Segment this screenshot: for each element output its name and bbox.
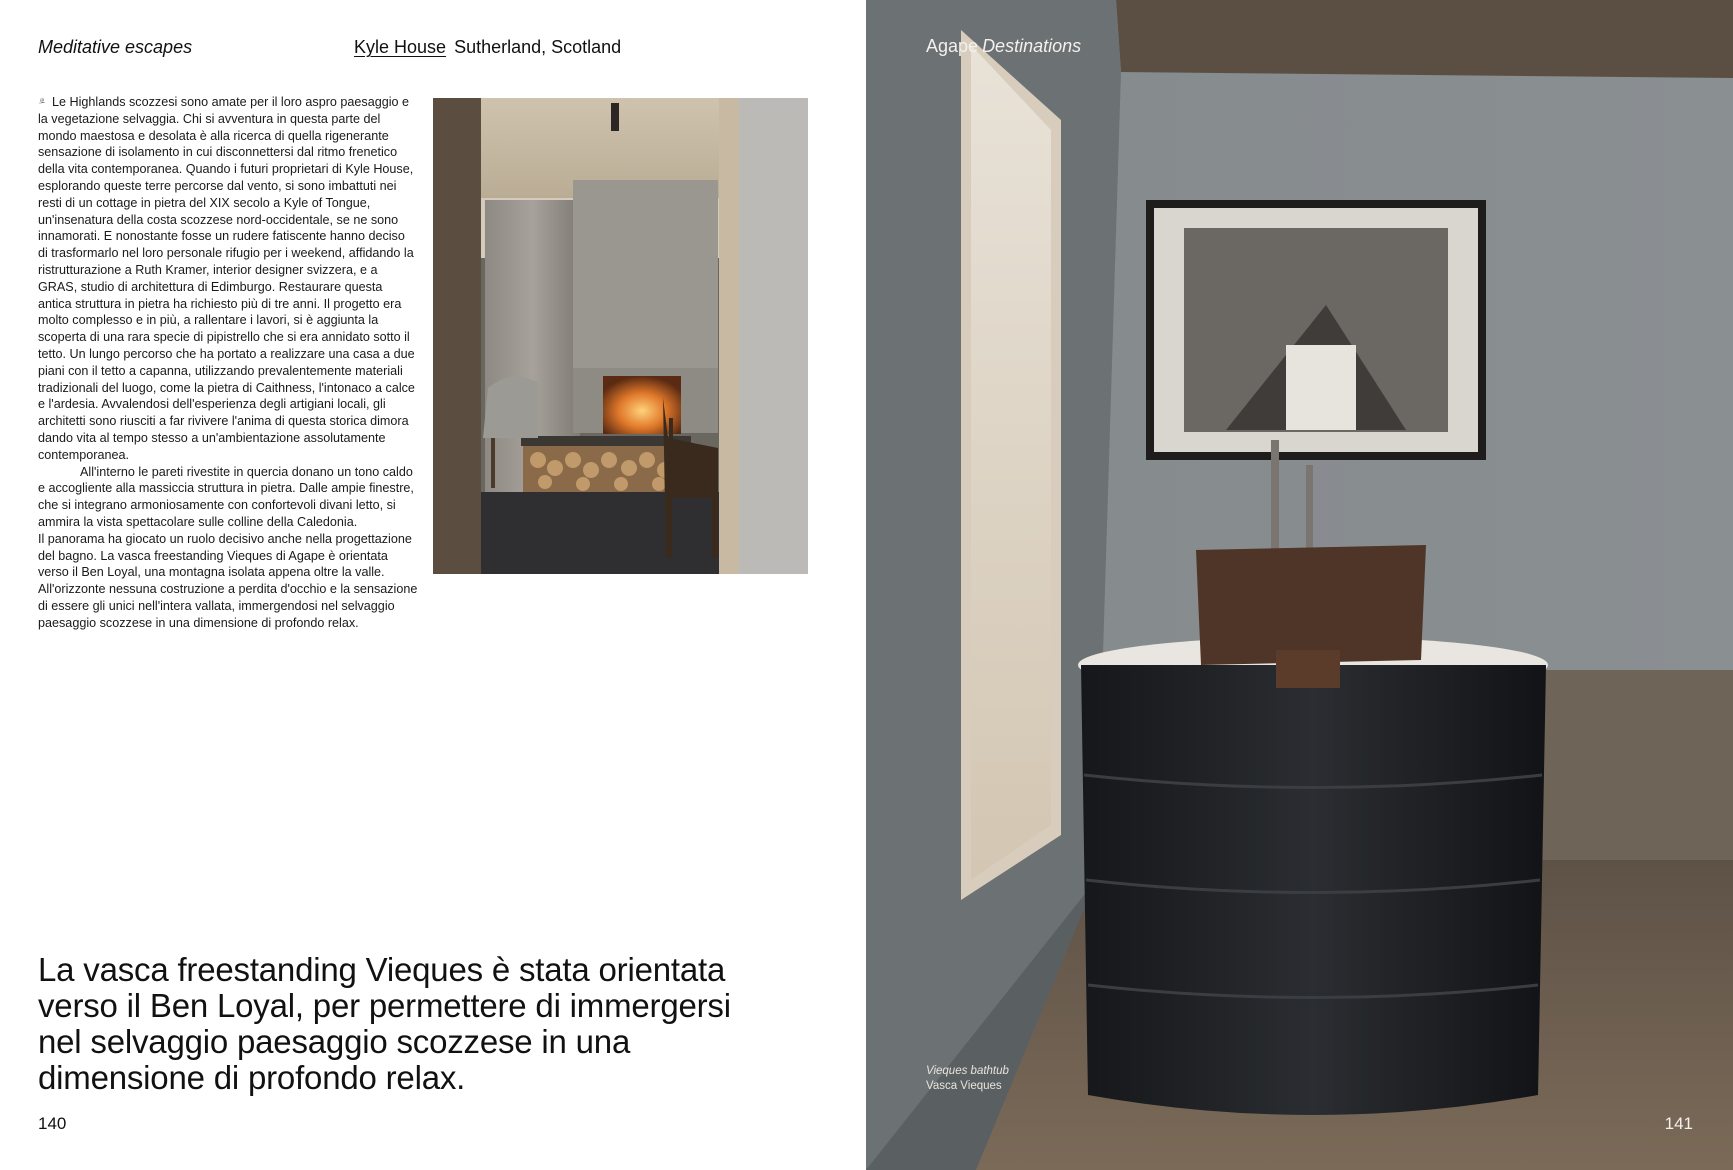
caption-italian: Vasca Vieques bbox=[926, 1080, 1002, 1092]
right-page bbox=[866, 0, 1733, 1170]
photo-caption bbox=[926, 1064, 1009, 1094]
pull-quote: La vasca freestanding Vieques è stata orientata verso il Ben Loyal, per permettere di immergersi nel selvaggio paesaggio scozzese in una dimensione di profondo relax. bbox=[38, 951, 731, 1096]
page-number-left: 140 bbox=[38, 1114, 67, 1133]
property-location: Sutherland, Scotland bbox=[454, 37, 622, 57]
paragraph-mark: ㄓ bbox=[38, 96, 46, 105]
caption-english: Vieques bathtub bbox=[926, 1065, 1009, 1077]
section-label: Meditative escapes bbox=[38, 37, 193, 57]
left-page bbox=[0, 0, 866, 1170]
body-paragraph-3: Il panorama ha giocato un ruolo decisivo anche nella progettazione del bagno. La vasca freestanding Vieques di Agape è orientata verso il Ben Loyal, una montagna isolata appena oltre la valle. All'orizzonte nessuna costruzione a perdita d'occhio e la sensazione di essere gli unici nell'intera vallata, immergendosi nel selvaggio paesaggio scozzese in una dimensione di profondo relax. bbox=[38, 531, 418, 630]
article-body bbox=[38, 93, 418, 632]
fireplace-photo bbox=[433, 98, 808, 574]
page-number-right: 141 bbox=[1664, 1114, 1693, 1133]
property-header bbox=[354, 36, 621, 58]
bathtub-photo bbox=[866, 0, 1733, 1170]
body-paragraph-2: All'interno le pareti rivestite in quercia donano un tono caldo e accogliente alla massiccia struttura in pietra. Dalle ampie finestre, che si integrano armoniosamente con confortevoli divani letto, si ammira la vista spettacolare sulle colline della Caledonia. bbox=[38, 464, 414, 529]
magazine-header: Agape Destinations bbox=[926, 36, 1082, 56]
body-paragraph-1: $^ㄓ$ Le Highlands scozzesi sono amate per il loro aspro paesaggio e la vegetazione selvaggia. Chi si avventura in questa parte del mondo maestosa e desolata è alla ricerca di quella rigenerante sensazione di isolamento in cui disconnettersi dal ritmo frenetico della vita contemporanea. Quando i futuri proprietari di Kyle House, esplorando queste terre percorse dal vento, si sono imbattuti nei resti di un cottage in pietra del XIX secolo a Kyle of Tongue, un'insenatura della costa scozzese nord-occidentale, se ne sono innamorati. E nonostante fosse un rudere fatiscente hanno deciso di trasformarlo nel loro personale rifugio per i weekend, affidando la ristrutturazione a Ruth Kramer, interior designer svizzera, e a GRAS, studio di architettura di Edimburgo. Restaurare questa antica struttura in pietra ha richiesto più di tre anni. Il progetto era molto complesso e in più, a rallentare i lavori, si è aggiunta la scoperta di una rara specie di pipistrello che si era annidato sotto il tetto. Un lungo percorso che ha portato a realizzare una casa a due piani con il tetto a capanna, utilizzando prevalentemente materiali tradizionali del luogo, come la pietra di Caithness, l'intonaco a calce e l'ardesia. Avvalendosi dell'esperienza degli artigiani locali, gli architetti sono riusciti a far rivivere l'anima di questa storica dimora dando vita al tempo stesso a un'ambientazione assolutamente contemporanea. bbox=[38, 95, 415, 462]
property-name: Kyle House bbox=[354, 37, 447, 57]
